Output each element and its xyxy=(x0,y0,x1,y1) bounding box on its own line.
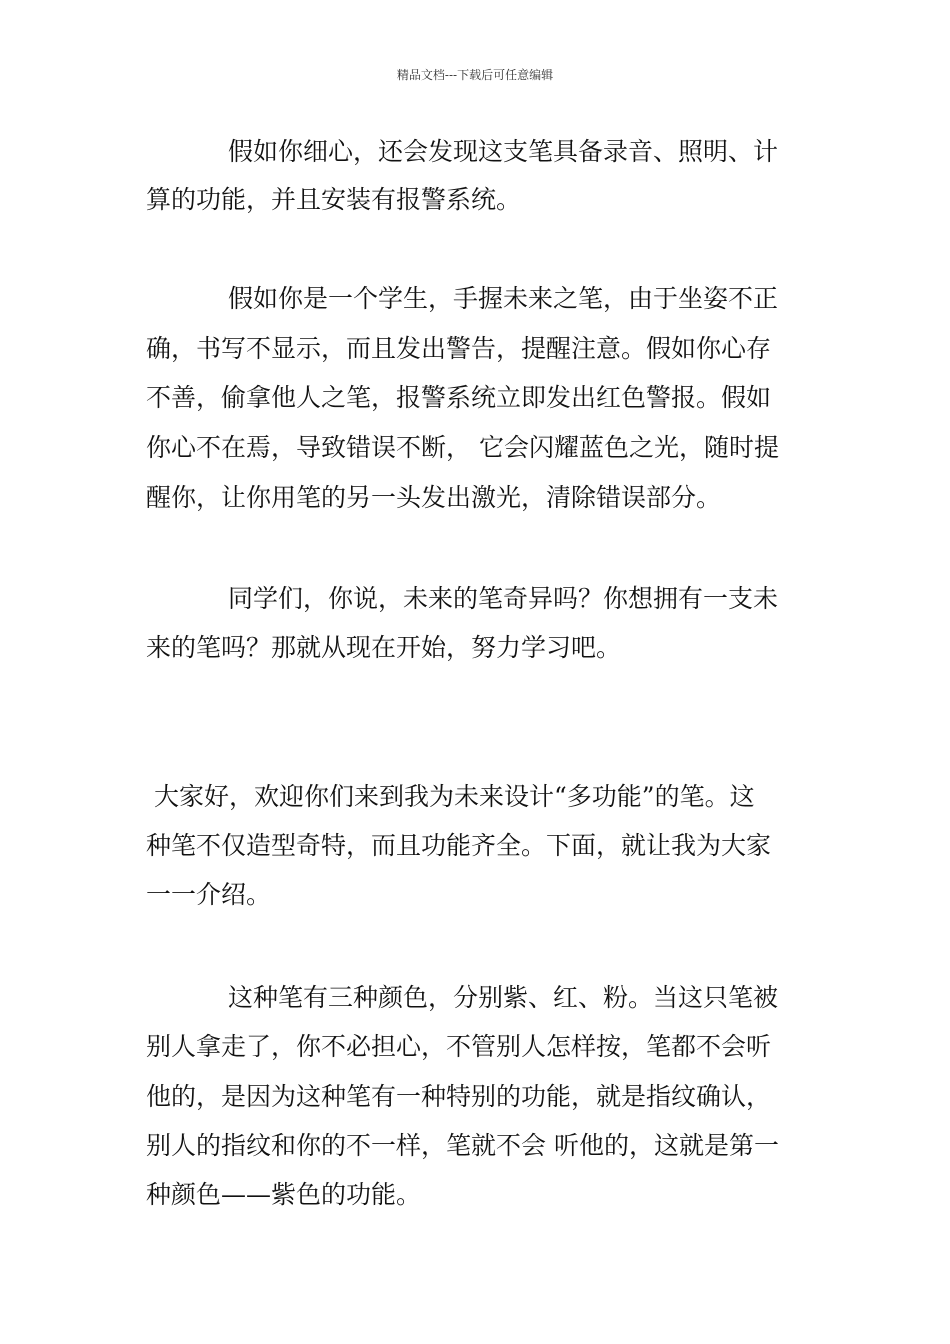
paragraph-5-line-5: 种颜色——紫色的功能。 xyxy=(146,1180,422,1209)
paragraph-4-line-2: 种笔不仅造型奇特，而且功能齐全。下面，就让我为大家 xyxy=(146,831,772,860)
paragraph-2-line-5: 醒你，让你用笔的另一头发出激光，清除错误部分。 xyxy=(146,483,722,512)
paragraph-2-line-3: 不善，偷拿他人之笔，报警系统立即发出红色警报。假如 xyxy=(146,383,772,412)
paragraph-1-line-2: 算的功能，并且安装有报警系统。 xyxy=(146,185,522,214)
paragraph-5-line-4: 别人的指纹和你的不一样，笔就不会 听他的，这就是第一 xyxy=(146,1131,779,1160)
paragraph-3-line-1: 同学们，你说，未来的笔奇异吗？你想拥有一支未 xyxy=(228,584,779,613)
paragraph-3-line-2: 来的笔吗？那就从现在开始，努力学习吧。 xyxy=(146,633,622,662)
paragraph-4-line-3: 一一介绍。 xyxy=(146,880,272,909)
paragraph-2-line-4: 你心不在焉，导致错误不断， 它会闪耀蓝色之光，随时提 xyxy=(146,433,779,462)
paragraph-5-line-2: 别人拿走了，你不必担心，不管别人怎样按，笔都不会听 xyxy=(146,1032,772,1061)
page-header: 精品文档---下载后可任意编辑 xyxy=(396,68,554,82)
paragraph-1-line-1: 假如你细心，还会发现这支笔具备录音、照明、计 xyxy=(228,137,779,166)
paragraph-5-line-1: 这种笔有三种颜色，分别紫、红、粉。当这只笔被 xyxy=(228,983,779,1012)
paragraph-2-line-2: 确，书写不显示，而且发出警告，提醒注意。假如你心存 xyxy=(146,334,772,363)
paragraph-2-line-1: 假如你是一个学生，手握未来之笔，由于坐姿不正 xyxy=(228,284,779,313)
paragraph-4-line-1: 大家好，欢迎你们来到我为未来设计“多功能”的笔。这 xyxy=(154,782,755,811)
paragraph-5-line-3: 他的，是因为这种笔有一种特别的功能，就是指纹确认， xyxy=(146,1082,772,1111)
